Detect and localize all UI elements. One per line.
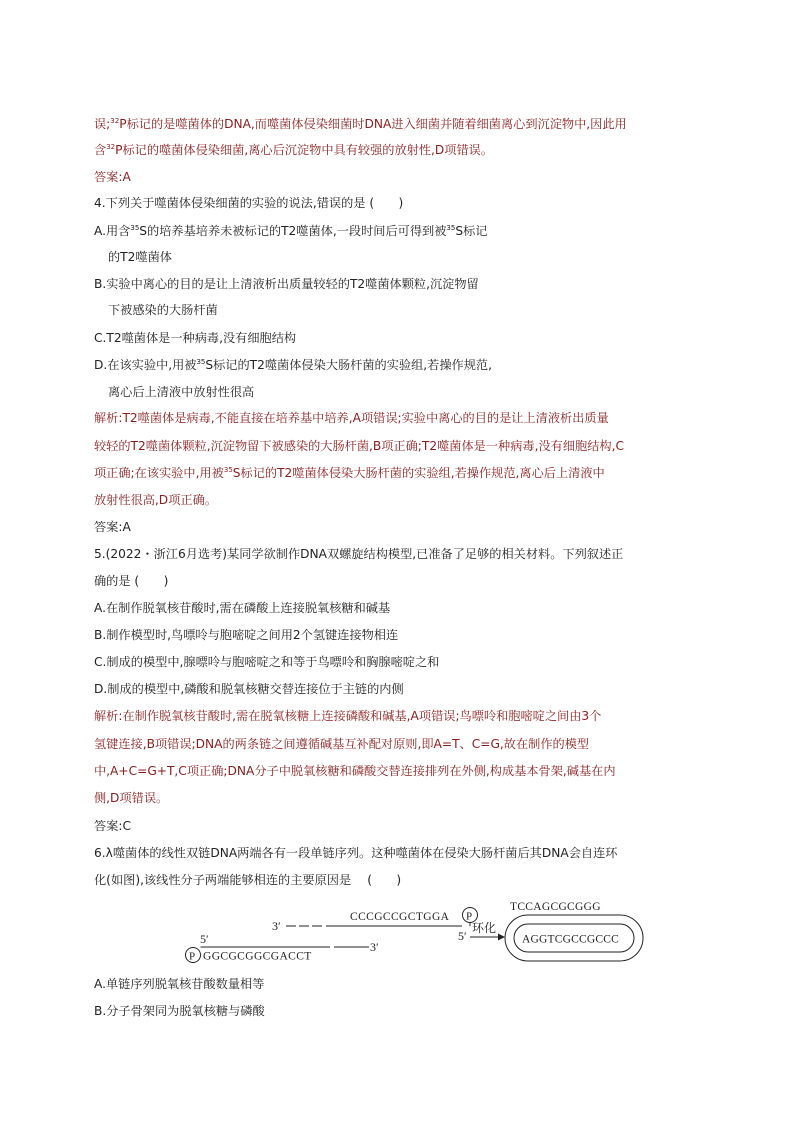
option-4c: C.T2噬菌体是一种病毒,没有细胞结构 — [94, 331, 297, 345]
arrow-head — [498, 934, 505, 941]
explanation-5-line2: 氢键连接,B项错误;DNA的两条链之间遵循碱基互补配对原则,即A=T、C=G,故在制作的模型 — [94, 737, 590, 751]
option-4a-cont: 的T2噬菌体 — [108, 250, 172, 264]
question-6-cont: 化(如图),该线性分子两端能够相连的主要原因是 ( ) — [94, 873, 402, 887]
text-line-1: 误;$^{32}$P标记的是噬菌体的DNA,而噬菌体侵染细菌时DNA进入细菌并随着细菌离心到沉淀物中,因此用 — [94, 117, 627, 131]
answer-5: 答案:C — [94, 819, 131, 833]
option-4b-cont: 下被感染的大肠杆菌 — [108, 303, 218, 317]
explanation-5-line1: 解析:在制作脱氧核苷酸时,需在脱氧核糖上连接磷酸和碱基,A项错误;鸟嘌呤和胞嘧啶之间由3个 — [94, 709, 602, 723]
option-4d-cont: 离心后上清液中放射性很高 — [108, 385, 255, 399]
question-5: 5.(2022・浙江6月选考)某同学欲制作DNA双螺旋结构模型,已准备了足够的相关材料。下列叙述正 — [94, 547, 624, 561]
option-5d: D.制成的模型中,磷酸和脱氧核糖交替连接位于主链的内侧 — [94, 682, 404, 696]
option-4b: B.实验中离心的目的是让上清液析出质量较轻的T2噬菌体颗粒,沉淀物留 — [94, 277, 479, 291]
dna-circularization-figure — [180, 900, 650, 970]
bottom-strand-sequence: GGCGCGGCGACCT — [203, 950, 312, 963]
question-6: 6.λ噬菌体的线性双链DNA两端各有一段单链序列。这种噬菌体在侵染大肠杆菌后其DNA会自连环 — [94, 846, 618, 860]
explanation-5-line3: 中,A+C=G+T,C项正确;DNA分子中脱氧核糖和磷酸交替连接排列在外侧,构成基本骨架,碱基在内 — [94, 764, 616, 778]
explanation-4-line1: 解析:T2噬菌体是病毒,不能直接在培养基中培养,A项错误;实验中离心的目的是让上清液析出质量 — [94, 411, 609, 425]
phosphate-label-bottom: P — [189, 950, 196, 963]
option-4d: D.在该实验中,用被$^{35}$S标记的T2噬菌体侵染大肠杆菌的实验组,若操作规范, — [94, 358, 492, 372]
option-5c: C.制成的模型中,腺嘌呤与胞嘧啶之和等于鸟嘌呤和胸腺嘧啶之和 — [94, 655, 440, 669]
top-strand-sequence: CCCGCCGCTGGA — [350, 911, 450, 923]
label-3prime-bottom: 3′ — [370, 940, 379, 954]
arrow-label: 环化 — [472, 921, 497, 935]
label-3prime-top: 3′ — [272, 919, 281, 933]
label-5prime-bottom: 5′ — [200, 932, 209, 946]
circle-inner-sequence: AGGTCGCCGCCC — [522, 933, 619, 946]
option-6b: B.分子骨架同为脱氧核糖与磷酸 — [94, 1004, 265, 1018]
explanation-4-line2: 较轻的T2噬菌体颗粒,沉淀物留下被感染的大肠杆菌,B项正确;T2噬菌体是一种病毒,没有细胞结构,C — [94, 439, 624, 453]
explanation-4-line4: 放射性很高,D项正确。 — [94, 493, 217, 507]
answer-4: 答案:A — [94, 520, 131, 534]
text-line-2: 含$^{32}$P标记的噬菌体侵染细菌,离心后沉淀物中具有较强的放射性,D项错误。 — [94, 143, 494, 157]
circle-top-sequence: TCCAGCGCGGG — [510, 901, 601, 913]
answer-3: 答案:A — [94, 170, 131, 184]
explanation-5-line4: 侧,D项错误。 — [94, 791, 169, 805]
option-4a: A.用含$^{35}$S的培养基培养未被标记的T2噬菌体,一段时间后可得到被$^{35}$S标记 — [94, 224, 488, 238]
phosphate-label-top: P — [466, 910, 473, 923]
label-5prime-top: 5′ — [458, 929, 467, 943]
option-5b: B.制作模型时,鸟嘌呤与胞嘧啶之间用2个氢键连接物相连 — [94, 628, 399, 642]
option-6a: A.单链序列脱氧核苷酸数量相等 — [94, 977, 265, 991]
question-5-cont: 确的是 ( ) — [94, 574, 169, 588]
explanation-4-line3: 项正确;在该实验中,用被$^{35}$S标记的T2噬菌体侵染大肠杆菌的实验组,若操作规范,离心后上清液中 — [94, 466, 605, 480]
question-4: 4.下列关于噬菌体侵染细菌的实验的说法,错误的是 ( ) — [94, 196, 404, 210]
option-5a: A.在制作脱氧核苷酸时,需在磷酸上连接脱氧核糖和碱基 — [94, 601, 391, 615]
